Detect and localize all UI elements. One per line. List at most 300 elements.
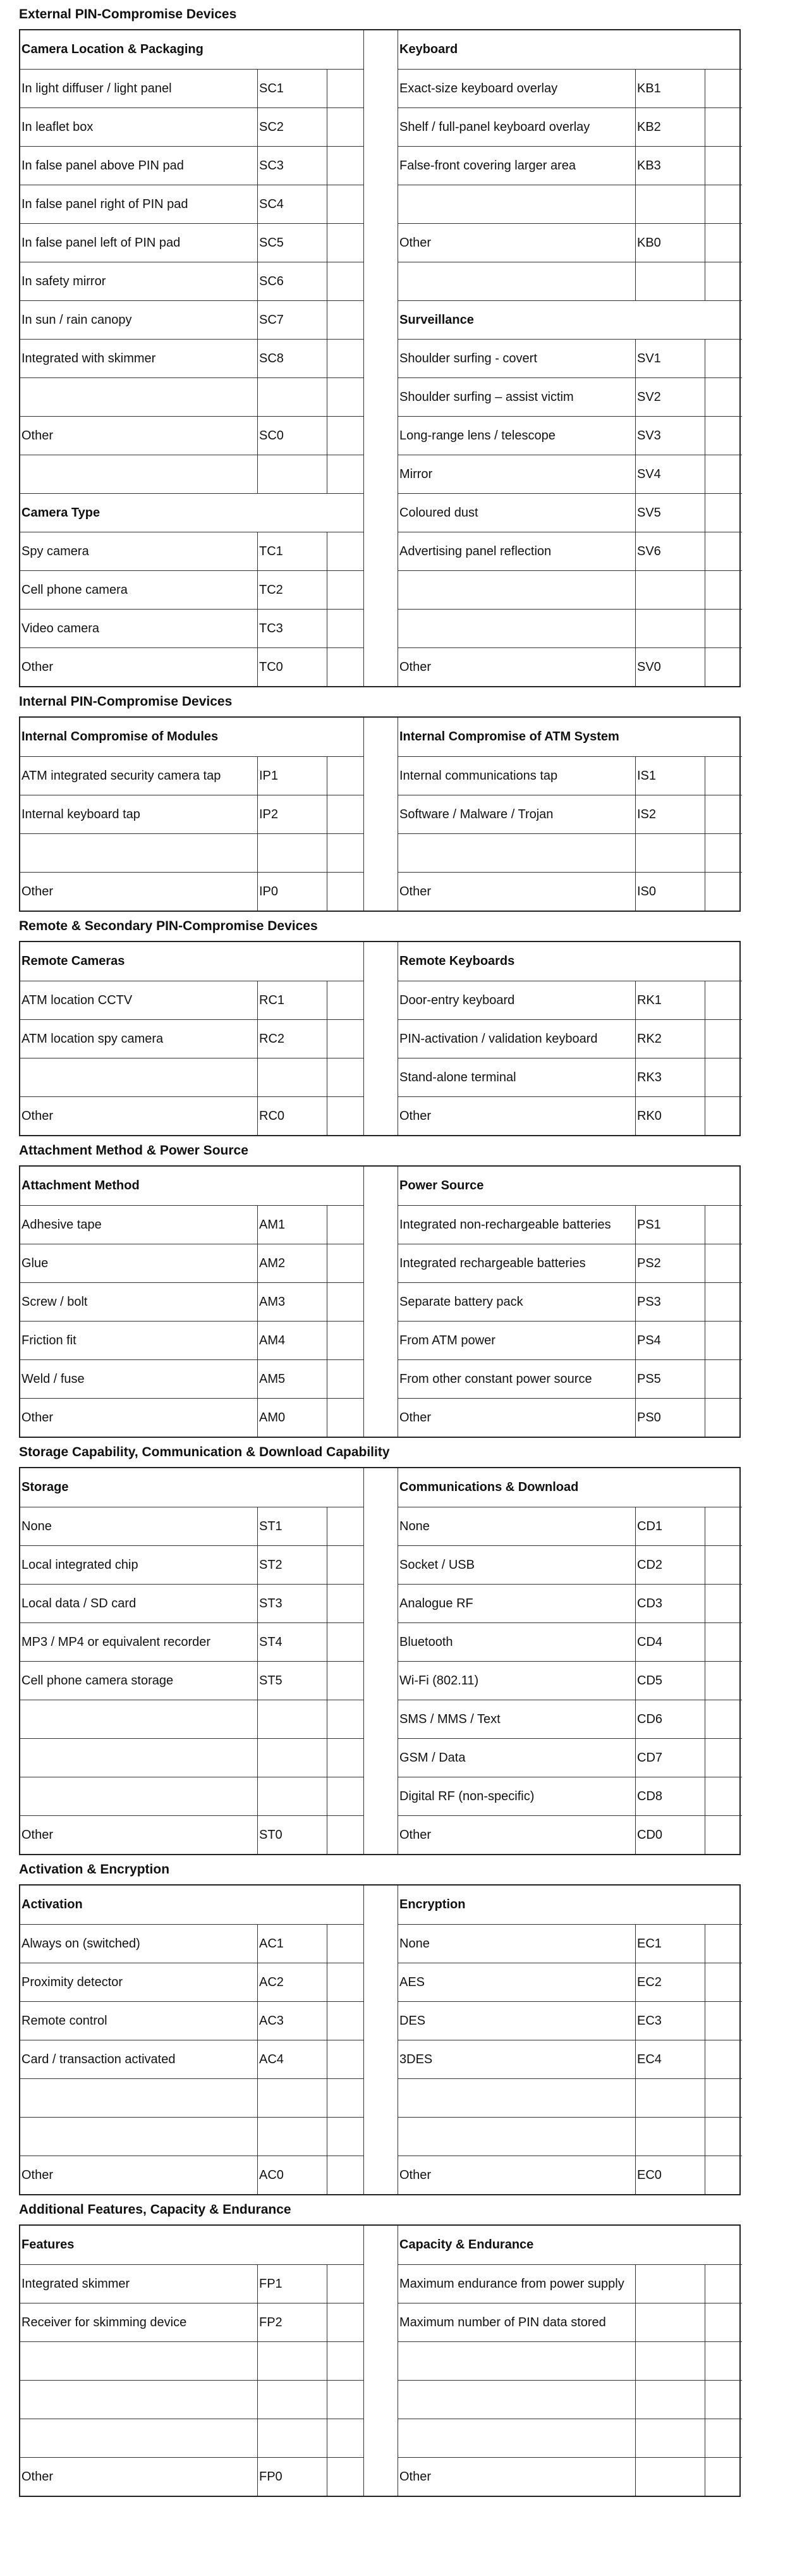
item-code: EC0 bbox=[636, 2156, 705, 2194]
category-heading: Encryption bbox=[399, 1898, 466, 1911]
item-code bbox=[258, 30, 327, 69]
checklist-table bbox=[19, 941, 741, 1136]
item-code bbox=[636, 262, 705, 300]
column-gap bbox=[364, 1507, 398, 1545]
category-heading: Capacity & Endurance bbox=[399, 2238, 534, 2252]
tick-box[interactable] bbox=[705, 1777, 742, 1815]
item-code: IP1 bbox=[258, 756, 327, 795]
item-code bbox=[258, 1700, 327, 1738]
item-code bbox=[636, 2264, 705, 2303]
item-label: Video camera bbox=[20, 609, 258, 647]
item-label: Integrated rechargeable batteries bbox=[398, 1244, 636, 1282]
item-code bbox=[636, 1886, 705, 1924]
tick-box[interactable] bbox=[705, 2226, 742, 2264]
tick-box[interactable] bbox=[327, 455, 364, 493]
item-code: ST1 bbox=[258, 1507, 327, 1545]
column-gap bbox=[364, 2303, 398, 2341]
item-code bbox=[636, 2419, 705, 2457]
checklist-table bbox=[19, 716, 741, 912]
checklist-table bbox=[19, 2224, 741, 2497]
item-label: Always on (switched) bbox=[20, 1924, 258, 1963]
tick-box[interactable] bbox=[327, 1096, 364, 1135]
item-label: GSM / Data bbox=[398, 1738, 636, 1777]
item-code bbox=[258, 2117, 327, 2156]
tick-box[interactable] bbox=[705, 30, 742, 69]
tick-box[interactable] bbox=[705, 833, 742, 872]
tick-box[interactable] bbox=[327, 2001, 364, 2040]
tick-box[interactable] bbox=[705, 1019, 742, 1058]
column-gap bbox=[364, 981, 398, 1019]
item-code bbox=[258, 1738, 327, 1777]
item-label: Remote control bbox=[20, 2001, 258, 2040]
item-code bbox=[258, 2419, 327, 2457]
item-label: Internal keyboard tap bbox=[20, 795, 258, 833]
tick-box[interactable] bbox=[705, 647, 742, 686]
item-code: AM1 bbox=[258, 1205, 327, 1244]
tick-box[interactable] bbox=[327, 2380, 364, 2419]
item-code: TC1 bbox=[258, 532, 327, 570]
section-external-pin-compromise-devices bbox=[19, 0, 790, 687]
column-gap bbox=[364, 2001, 398, 2040]
tick-box[interactable] bbox=[327, 2341, 364, 2380]
tick-box[interactable] bbox=[705, 1924, 742, 1963]
item-label: Proximity detector bbox=[20, 1963, 258, 2001]
item-code bbox=[636, 942, 705, 981]
tick-box[interactable] bbox=[705, 2341, 742, 2380]
category-heading: Camera Location & Packaging bbox=[21, 42, 204, 56]
item-code: TC2 bbox=[258, 570, 327, 609]
item-code: SC4 bbox=[258, 185, 327, 223]
tick-box[interactable] bbox=[327, 1661, 364, 1700]
section-attachment-method-power-source bbox=[19, 1136, 790, 1438]
tick-box[interactable] bbox=[327, 2117, 364, 2156]
item-code bbox=[636, 718, 705, 756]
item-label: From other constant power source bbox=[398, 1359, 636, 1398]
tick-box[interactable] bbox=[327, 2156, 364, 2194]
tick-box[interactable] bbox=[327, 1019, 364, 1058]
item-label: Software / Malware / Trojan bbox=[398, 795, 636, 833]
column-gap bbox=[364, 1321, 398, 1359]
tick-box[interactable] bbox=[327, 532, 364, 570]
item-label bbox=[20, 2117, 258, 2156]
tick-box[interactable] bbox=[705, 2457, 742, 2496]
tick-box[interactable] bbox=[705, 942, 742, 981]
item-label: In light diffuser / light panel bbox=[20, 69, 258, 107]
tick-box[interactable] bbox=[705, 1359, 742, 1398]
tick-box[interactable] bbox=[327, 1622, 364, 1661]
item-label: Door-entry keyboard bbox=[398, 981, 636, 1019]
item-label: PIN-activation / validation keyboard bbox=[398, 1019, 636, 1058]
tick-box[interactable] bbox=[327, 1398, 364, 1437]
item-code: RK1 bbox=[636, 981, 705, 1019]
item-code: PS0 bbox=[636, 1398, 705, 1437]
tick-box[interactable] bbox=[705, 2156, 742, 2194]
item-code bbox=[258, 493, 327, 532]
item-label: 3DES bbox=[398, 2040, 636, 2078]
item-code: AM3 bbox=[258, 1282, 327, 1321]
category-heading: Power Source bbox=[399, 1179, 484, 1193]
item-code: PS5 bbox=[636, 1359, 705, 1398]
item-label bbox=[20, 1777, 258, 1815]
tick-box[interactable] bbox=[705, 532, 742, 570]
tick-box[interactable] bbox=[327, 1963, 364, 2001]
column-gap bbox=[364, 69, 398, 107]
column-gap bbox=[364, 262, 398, 300]
item-label: Friction fit bbox=[20, 1321, 258, 1359]
item-label: Integrated non-rechargeable batteries bbox=[398, 1205, 636, 1244]
item-code: ST0 bbox=[258, 1815, 327, 1854]
checklist-table bbox=[19, 1165, 741, 1438]
item-code: SV5 bbox=[636, 493, 705, 532]
tick-box[interactable] bbox=[327, 942, 364, 981]
item-code bbox=[636, 2341, 705, 2380]
item-code: CD6 bbox=[636, 1700, 705, 1738]
tick-box[interactable] bbox=[327, 1886, 364, 1924]
item-code: TC3 bbox=[258, 609, 327, 647]
tick-box[interactable] bbox=[327, 377, 364, 416]
tick-box[interactable] bbox=[327, 2264, 364, 2303]
column-gap bbox=[364, 2341, 398, 2380]
item-label: MP3 / MP4 or equivalent recorder bbox=[20, 1622, 258, 1661]
item-label: In safety mirror bbox=[20, 262, 258, 300]
item-code: KB0 bbox=[636, 223, 705, 262]
item-label bbox=[398, 2078, 636, 2117]
item-label: Analogue RF bbox=[398, 1584, 636, 1622]
tick-box[interactable] bbox=[705, 1205, 742, 1244]
item-code: SC7 bbox=[258, 300, 327, 339]
column-gap bbox=[364, 1661, 398, 1700]
tick-box[interactable] bbox=[327, 1700, 364, 1738]
tick-box[interactable] bbox=[705, 300, 742, 339]
tick-box[interactable] bbox=[327, 795, 364, 833]
tick-box[interactable] bbox=[327, 718, 364, 756]
tick-box[interactable] bbox=[327, 1058, 364, 1096]
tick-box[interactable] bbox=[327, 833, 364, 872]
item-code bbox=[258, 455, 327, 493]
tick-box[interactable] bbox=[327, 981, 364, 1019]
tick-box[interactable] bbox=[705, 1244, 742, 1282]
tick-box[interactable] bbox=[705, 1545, 742, 1584]
tick-box[interactable] bbox=[327, 2457, 364, 2496]
column-gap bbox=[364, 2419, 398, 2457]
tick-box[interactable] bbox=[705, 455, 742, 493]
item-code: FP2 bbox=[258, 2303, 327, 2341]
item-label: None bbox=[398, 1507, 636, 1545]
tick-box[interactable] bbox=[705, 2040, 742, 2078]
column-gap bbox=[364, 2078, 398, 2117]
tick-box[interactable] bbox=[705, 981, 742, 1019]
tick-box[interactable] bbox=[327, 146, 364, 185]
tick-box[interactable] bbox=[327, 69, 364, 107]
tick-box[interactable] bbox=[705, 1738, 742, 1777]
item-code: AC0 bbox=[258, 2156, 327, 2194]
tick-box[interactable] bbox=[705, 1622, 742, 1661]
item-code: SC1 bbox=[258, 69, 327, 107]
tick-box[interactable] bbox=[705, 2303, 742, 2341]
item-label: Exact-size keyboard overlay bbox=[398, 69, 636, 107]
item-label: None bbox=[398, 1924, 636, 1963]
tick-box[interactable] bbox=[705, 1096, 742, 1135]
item-label bbox=[20, 377, 258, 416]
tick-box[interactable] bbox=[327, 339, 364, 377]
item-label: Coloured dust bbox=[398, 493, 636, 532]
tick-box[interactable] bbox=[327, 107, 364, 146]
tick-box[interactable] bbox=[327, 1359, 364, 1398]
item-code bbox=[636, 30, 705, 69]
item-code bbox=[636, 1167, 705, 1205]
tick-box[interactable] bbox=[327, 1777, 364, 1815]
item-code: CD2 bbox=[636, 1545, 705, 1584]
tick-box[interactable] bbox=[327, 1545, 364, 1584]
item-label: ATM location spy camera bbox=[20, 1019, 258, 1058]
item-label bbox=[20, 2341, 258, 2380]
tick-box[interactable] bbox=[705, 377, 742, 416]
item-label: In leaflet box bbox=[20, 107, 258, 146]
tick-box[interactable] bbox=[705, 609, 742, 647]
column-gap bbox=[364, 2117, 398, 2156]
tick-box[interactable] bbox=[327, 300, 364, 339]
tick-box[interactable] bbox=[327, 30, 364, 69]
tick-box[interactable] bbox=[705, 146, 742, 185]
tick-box[interactable] bbox=[327, 2303, 364, 2341]
tick-box[interactable] bbox=[705, 2264, 742, 2303]
item-label: Socket / USB bbox=[398, 1545, 636, 1584]
item-label bbox=[398, 2419, 636, 2457]
item-label bbox=[20, 2380, 258, 2419]
tick-box[interactable] bbox=[327, 223, 364, 262]
tick-box[interactable] bbox=[705, 1700, 742, 1738]
tick-box[interactable] bbox=[327, 1815, 364, 1854]
item-code bbox=[636, 300, 705, 339]
item-code: RC0 bbox=[258, 1096, 327, 1135]
section-internal-pin-compromise-devices bbox=[19, 687, 790, 912]
item-code bbox=[258, 833, 327, 872]
tick-box[interactable] bbox=[705, 795, 742, 833]
item-label bbox=[20, 2078, 258, 2117]
item-label: Shoulder surfing - covert bbox=[398, 339, 636, 377]
tick-box[interactable] bbox=[705, 1282, 742, 1321]
item-code bbox=[636, 609, 705, 647]
item-code bbox=[636, 2226, 705, 2264]
item-label: Other bbox=[20, 1398, 258, 1437]
tick-box[interactable] bbox=[327, 185, 364, 223]
tick-box[interactable] bbox=[705, 339, 742, 377]
item-label: Receiver for skimming device bbox=[20, 2303, 258, 2341]
tick-box[interactable] bbox=[705, 872, 742, 911]
tick-box[interactable] bbox=[705, 2380, 742, 2419]
category-heading: Activation bbox=[21, 1898, 83, 1911]
item-label: Separate battery pack bbox=[398, 1282, 636, 1321]
item-code bbox=[636, 2117, 705, 2156]
item-code: EC4 bbox=[636, 2040, 705, 2078]
tick-box[interactable] bbox=[705, 2117, 742, 2156]
tick-box[interactable] bbox=[327, 2040, 364, 2078]
tick-box[interactable] bbox=[327, 1738, 364, 1777]
tick-box[interactable] bbox=[327, 1321, 364, 1359]
column-gap bbox=[364, 2226, 398, 2264]
tick-box[interactable] bbox=[327, 570, 364, 609]
tick-box[interactable] bbox=[327, 1507, 364, 1545]
item-label: Other bbox=[20, 1815, 258, 1854]
item-label bbox=[20, 455, 258, 493]
tick-box[interactable] bbox=[705, 69, 742, 107]
item-code bbox=[636, 185, 705, 223]
item-code: PS3 bbox=[636, 1282, 705, 1321]
item-label: Other bbox=[398, 1815, 636, 1854]
tick-box[interactable] bbox=[327, 416, 364, 455]
item-code: SC0 bbox=[258, 416, 327, 455]
tick-box[interactable] bbox=[327, 2419, 364, 2457]
tick-box[interactable] bbox=[705, 1815, 742, 1854]
item-code: FP0 bbox=[258, 2457, 327, 2496]
tick-box[interactable] bbox=[705, 493, 742, 532]
item-code: EC1 bbox=[636, 1924, 705, 1963]
item-code bbox=[258, 1777, 327, 1815]
tick-box[interactable] bbox=[705, 185, 742, 223]
item-label: In false panel above PIN pad bbox=[20, 146, 258, 185]
item-label: Cell phone camera bbox=[20, 570, 258, 609]
category-heading: Camera Type bbox=[20, 493, 258, 532]
item-code bbox=[636, 2457, 705, 2496]
item-label: None bbox=[20, 1507, 258, 1545]
column-gap bbox=[364, 30, 398, 69]
column-gap bbox=[364, 185, 398, 223]
item-label: Card / transaction activated bbox=[20, 2040, 258, 2078]
item-label: False-front covering larger area bbox=[398, 146, 636, 185]
tick-box[interactable] bbox=[705, 262, 742, 300]
item-code: CD0 bbox=[636, 1815, 705, 1854]
tick-box[interactable] bbox=[705, 1321, 742, 1359]
tick-box[interactable] bbox=[327, 493, 364, 532]
tick-box[interactable] bbox=[327, 262, 364, 300]
item-code bbox=[636, 570, 705, 609]
item-label: Digital RF (non-specific) bbox=[398, 1777, 636, 1815]
item-code: SV1 bbox=[636, 339, 705, 377]
category-heading: Attachment Method bbox=[21, 1179, 140, 1193]
item-code: KB1 bbox=[636, 69, 705, 107]
tick-box[interactable] bbox=[327, 2078, 364, 2117]
item-label bbox=[20, 2419, 258, 2457]
item-code bbox=[258, 942, 327, 981]
tick-box[interactable] bbox=[705, 1507, 742, 1545]
item-code bbox=[258, 2226, 327, 2264]
column-gap bbox=[364, 300, 398, 339]
item-code: PS1 bbox=[636, 1205, 705, 1244]
tick-box[interactable] bbox=[705, 756, 742, 795]
tick-box[interactable] bbox=[327, 1205, 364, 1244]
item-code bbox=[258, 1886, 327, 1924]
item-code: KB2 bbox=[636, 107, 705, 146]
column-gap bbox=[364, 1058, 398, 1096]
item-label: In false panel left of PIN pad bbox=[20, 223, 258, 262]
item-label: Glue bbox=[20, 1244, 258, 1282]
tick-box[interactable] bbox=[705, 1468, 742, 1507]
item-code: EC3 bbox=[636, 2001, 705, 2040]
column-gap bbox=[364, 107, 398, 146]
tick-box[interactable] bbox=[327, 1167, 364, 1205]
item-label: In false panel right of PIN pad bbox=[20, 185, 258, 223]
item-label: Integrated with skimmer bbox=[20, 339, 258, 377]
section-title: Remote & Secondary PIN-Compromise Devices bbox=[19, 919, 318, 933]
tick-box[interactable] bbox=[705, 223, 742, 262]
tick-box[interactable] bbox=[327, 1468, 364, 1507]
tick-box[interactable] bbox=[705, 416, 742, 455]
item-label: Long-range lens / telescope bbox=[398, 416, 636, 455]
tick-box[interactable] bbox=[327, 609, 364, 647]
tick-box[interactable] bbox=[705, 1584, 742, 1622]
item-code: CD1 bbox=[636, 1507, 705, 1545]
item-code: SC8 bbox=[258, 339, 327, 377]
tick-box[interactable] bbox=[327, 1924, 364, 1963]
item-label bbox=[20, 1738, 258, 1777]
tick-box[interactable] bbox=[705, 1886, 742, 1924]
section-activation-encryption bbox=[19, 1855, 790, 2195]
tick-box[interactable] bbox=[705, 2419, 742, 2457]
tick-box[interactable] bbox=[327, 647, 364, 686]
item-code bbox=[258, 1058, 327, 1096]
tick-box[interactable] bbox=[327, 756, 364, 795]
tick-box[interactable] bbox=[327, 872, 364, 911]
tick-box[interactable] bbox=[327, 2226, 364, 2264]
item-code: AM4 bbox=[258, 1321, 327, 1359]
column-gap bbox=[364, 570, 398, 609]
column-gap bbox=[364, 1359, 398, 1398]
column-gap bbox=[364, 1205, 398, 1244]
column-gap bbox=[364, 493, 398, 532]
checklist-table bbox=[19, 1467, 741, 1855]
column-gap bbox=[364, 1738, 398, 1777]
item-label: Local data / SD card bbox=[20, 1584, 258, 1622]
item-code bbox=[636, 833, 705, 872]
tick-box[interactable] bbox=[705, 2001, 742, 2040]
column-gap bbox=[364, 1019, 398, 1058]
item-label bbox=[398, 185, 636, 223]
tick-box[interactable] bbox=[705, 1963, 742, 2001]
item-label: Other bbox=[398, 2156, 636, 2194]
tick-box[interactable] bbox=[327, 1584, 364, 1622]
tick-box[interactable] bbox=[327, 1282, 364, 1321]
tick-box[interactable] bbox=[705, 1167, 742, 1205]
tick-box[interactable] bbox=[705, 570, 742, 609]
item-code: AC1 bbox=[258, 1924, 327, 1963]
tick-box[interactable] bbox=[705, 1661, 742, 1700]
item-code: RK0 bbox=[636, 1096, 705, 1135]
item-code: IS1 bbox=[636, 756, 705, 795]
item-label bbox=[20, 1700, 258, 1738]
item-label: DES bbox=[398, 2001, 636, 2040]
category-heading: Internal Compromise of ATM System bbox=[399, 730, 619, 744]
item-code: EC2 bbox=[636, 1963, 705, 2001]
item-label bbox=[398, 609, 636, 647]
column-gap bbox=[364, 942, 398, 981]
tick-box[interactable] bbox=[705, 107, 742, 146]
item-label bbox=[20, 1058, 258, 1096]
tick-box[interactable] bbox=[705, 1058, 742, 1096]
item-code bbox=[258, 377, 327, 416]
item-label: Maximum number of PIN data stored bbox=[398, 2303, 636, 2341]
item-code: SC6 bbox=[258, 262, 327, 300]
tick-box[interactable] bbox=[705, 718, 742, 756]
column-gap bbox=[364, 1924, 398, 1963]
section-storage-capability-communication-download-capability bbox=[19, 1438, 790, 1855]
tick-box[interactable] bbox=[327, 1244, 364, 1282]
column-gap bbox=[364, 1398, 398, 1437]
category-heading: Remote Keyboards bbox=[399, 954, 515, 968]
tick-box[interactable] bbox=[705, 1398, 742, 1437]
column-gap bbox=[364, 718, 398, 756]
item-label: Screw / bolt bbox=[20, 1282, 258, 1321]
tick-box[interactable] bbox=[705, 2078, 742, 2117]
